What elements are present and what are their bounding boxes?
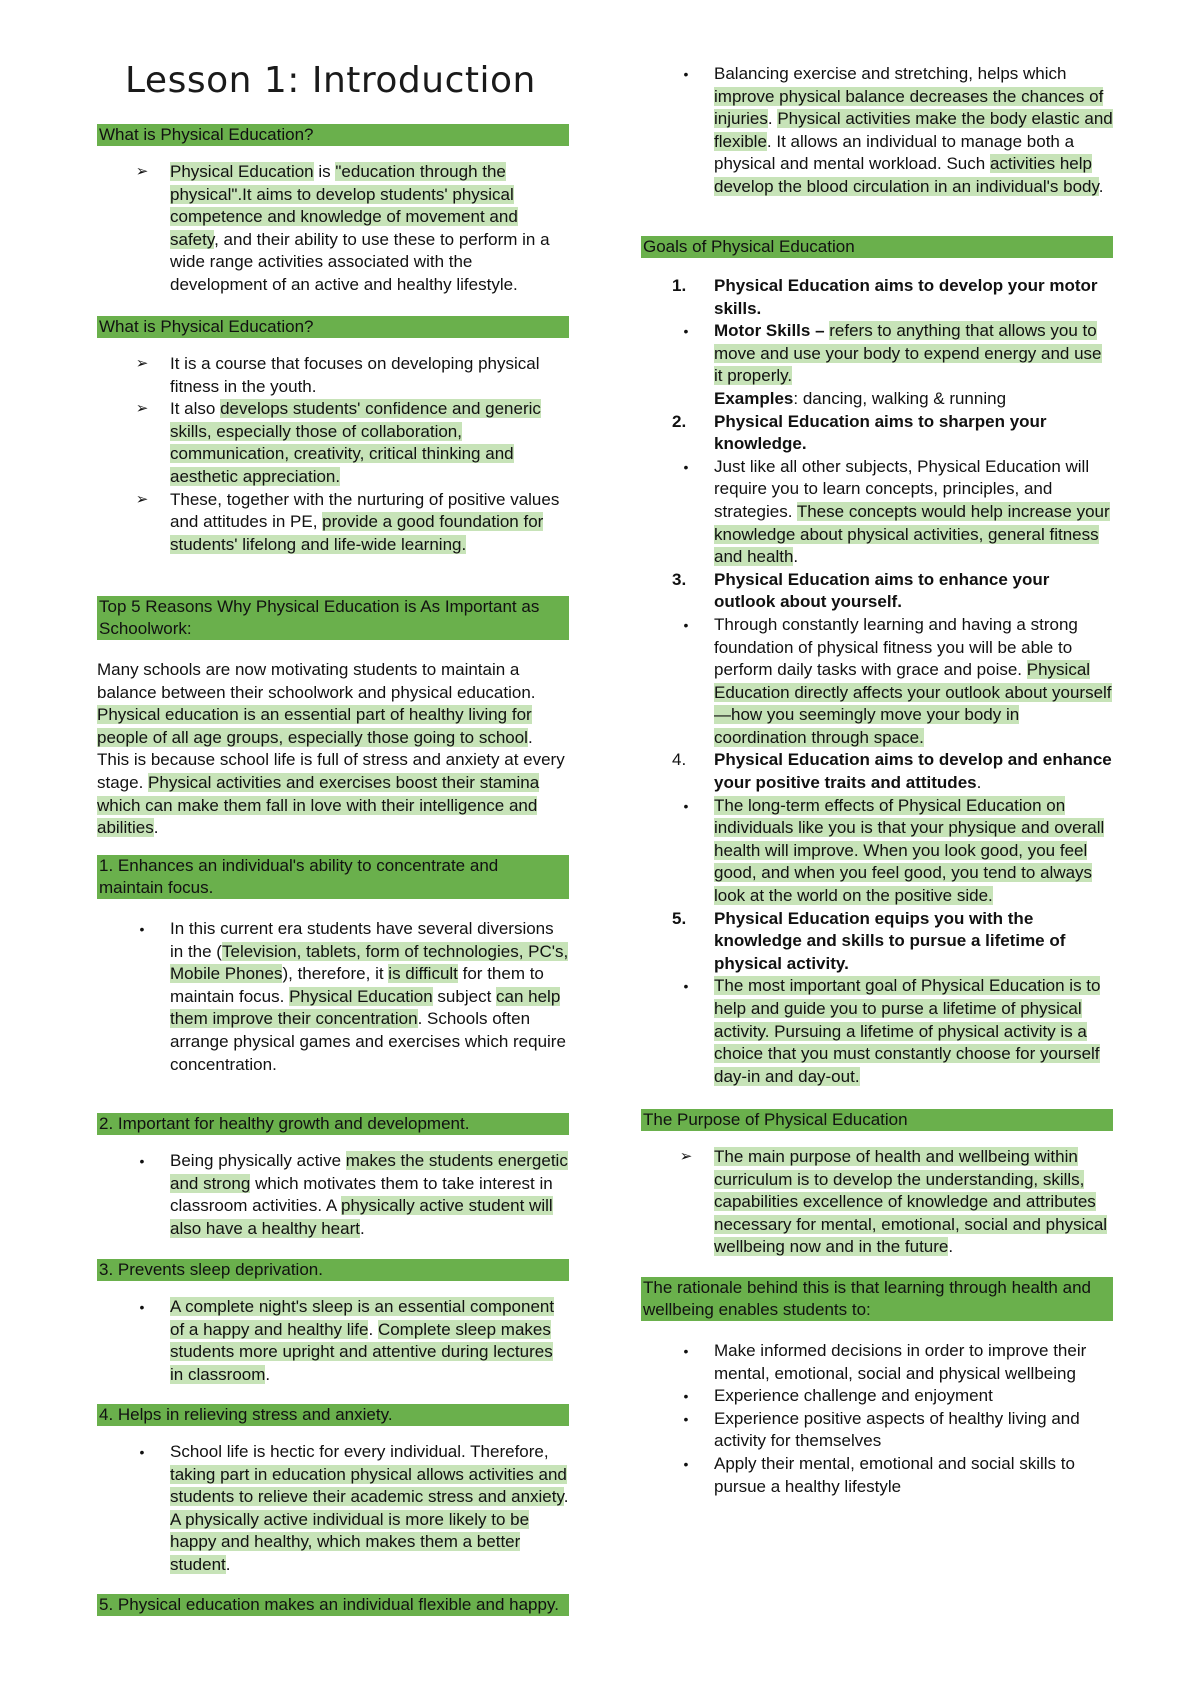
- section-heading: 2. Important for healthy growth and development.: [97, 1113, 569, 1135]
- bullet-icon: •: [683, 978, 689, 995]
- pe-points-list: [135, 353, 570, 556]
- list-item: • Make informed decisions in order to improve their mental, emotional, social and physical wellbeing: [714, 1340, 1114, 1385]
- goal-item: 2. Physical Education aims to sharpen your knowledge.: [672, 411, 1047, 454]
- list-item: ➢ These, together with the nurturing of positive values and attitudes in PE, provide a good foundation for students' lifelong and life-wide learning.: [170, 489, 570, 557]
- section-heading: 1. Enhances an individual's ability to concentrate and maintain focus.: [97, 855, 569, 899]
- list-item: • Through constantly learning and having a strong foundation of physical fitness you will be able to perform daily tasks with grace and poise. Physical Education directly affects your outlook about yourself—how you seemingly move your body in coordination through space.: [714, 614, 1114, 750]
- goal-number: 1.: [672, 276, 687, 295]
- section-heading: The rationale behind this is that learning through health and wellbeing enables students to:: [641, 1277, 1113, 1321]
- list-item: ➢ It also develops students' confidence and generic skills, especially those of collaboration, communication, creativity, critical thinking and aesthetic appreciation.: [170, 398, 570, 488]
- intro-paragraph: Many schools are now motivating students to maintain a balance between their schoolwork and physical education. Physical education is an essential part of healthy living for people of all age groups, especially those going to school. This is because school life is full of stress and anxiety at every stage. Physical activities and exercises boost their stamina which can make them fall in love with their intelligence and abilities.: [97, 660, 565, 838]
- section-heading: The Purpose of Physical Education: [641, 1109, 1113, 1131]
- arrow-bullet-icon: ➢: [135, 355, 149, 372]
- section-heading: Top 5 Reasons Why Physical Education is As Important as Schoolwork:: [97, 596, 569, 640]
- bullet-icon: •: [139, 1153, 145, 1169]
- reason-2-list: [139, 1150, 570, 1240]
- goal-item: 5. Physical Education equips you with the knowledge and skills to pursue a lifetime of physical activity.: [672, 908, 1066, 973]
- bullet-icon: •: [139, 921, 145, 937]
- section-heading: What is Physical Education?: [97, 316, 569, 338]
- reason-3-list: [139, 1296, 570, 1386]
- goal-number: 5.: [672, 908, 687, 928]
- balance-list: [683, 63, 1114, 199]
- list-item: • In this current era students have several diversions in the (Television, tablets, form of technologies, PC's, Mobile Phones), therefore, it is difficult for them to maintain focus. Physical Education subject can help them improve their concentration. Schools often arrange physical games and exercises which require concentration.: [170, 918, 570, 1076]
- list-item: ➢ Physical Education is "education through the physical".It aims to develop students' physical competence and knowledge of movement and safety, and their ability to use these to perform in a wide range activities associated with the development of an active and healthy lifestyle.: [170, 161, 570, 297]
- arrow-bullet-icon: ➢: [135, 490, 149, 508]
- list-item: • The most important goal of Physical Education is to help and guide you to purse a lifetime of physical activity. Pursuing a lifetime of physical activity is a choice that you must constantly choose for yourself day-in and day-out.: [714, 975, 1114, 1088]
- list-item: • Apply their mental, emotional and social skills to pursue a healthy lifestyle: [714, 1453, 1114, 1498]
- bullet-icon: •: [683, 1343, 689, 1359]
- goal-number: 2.: [672, 411, 687, 431]
- goal-number: 3.: [672, 569, 687, 589]
- bullet-icon: •: [683, 1388, 689, 1405]
- goal-item: 1. Physical Education aims to develop your motor skills.: [672, 276, 1098, 318]
- rationale-list: [683, 1340, 1114, 1498]
- goal-item: 4. Physical Education aims to develop and enhance your positive traits and attitudes.: [672, 750, 1112, 793]
- list-item: • A complete night's sleep is an essential component of a happy and healthy life. Complete sleep makes students more upright and attentive during lectures in classroom.: [170, 1296, 570, 1386]
- list-item: • Experience positive aspects of healthy living and activity for themselves: [714, 1408, 1114, 1453]
- reason-4-list: [139, 1441, 570, 1577]
- list-item: ➢ It is a course that focuses on developing physical fitness in the youth.: [170, 353, 570, 398]
- arrow-bullet-icon: ➢: [135, 163, 149, 180]
- reason-1-list: [139, 918, 570, 1076]
- list-item: • School life is hectic for every individual. Therefore, taking part in education physical allows activities and students to relieve their academic stress and anxiety. A physically active individual is more likely to be happy and healthy, which makes them a better student.: [170, 1441, 570, 1577]
- list-item: • Balancing exercise and stretching, helps which improve physical balance decreases the chances of injuries. Physical activities make the body elastic and flexible. It allows an individual to manage both a physical and mental workload. Such activities help develop the blood circulation in an individual's body.: [714, 63, 1114, 199]
- list-item: • Motor Skills – refers to anything that allows you to move and use your body to expend energy and use it properly. Examples: dancing, walking & running: [714, 320, 1114, 410]
- bullet-icon: •: [683, 1410, 689, 1427]
- section-heading: Goals of Physical Education: [641, 236, 1113, 258]
- goal-item: 3. Physical Education aims to enhance your outlook about yourself.: [672, 569, 1050, 612]
- arrow-bullet-icon: ➢: [679, 1148, 693, 1165]
- bullet-icon: •: [139, 1299, 145, 1315]
- bullet-icon: •: [683, 797, 689, 814]
- bullet-icon: •: [683, 1455, 689, 1472]
- section-heading: 5. Physical education makes an individual flexible and happy.: [97, 1594, 569, 1616]
- bullet-icon: •: [683, 323, 689, 340]
- goals-list: [672, 275, 1114, 1088]
- list-item: • The long-term effects of Physical Education on individuals like you is that your physique and overall health will improve. When you look good, you feel good, and when you feel good, you tend to always look at the world on the positive side.: [714, 795, 1114, 908]
- page-title: Lesson 1: Introduction: [125, 60, 536, 101]
- bullet-icon: •: [683, 616, 689, 633]
- bullet-icon: •: [683, 458, 689, 475]
- list-item: ➢ The main purpose of health and wellbeing within curriculum is to develop the understanding, skills, capabilities excellence of knowledge and attributes necessary for mental, emotional, social and physical wellbeing now and in the future.: [714, 1146, 1114, 1259]
- definition-list: [135, 161, 570, 297]
- list-item: • Being physically active makes the students energetic and strong which motivates them to take interest in classroom activities. A physically active student will also have a healthy heart.: [170, 1150, 570, 1240]
- section-heading: 4. Helps in relieving stress and anxiety.: [97, 1404, 569, 1426]
- section-heading: 3. Prevents sleep deprivation.: [97, 1259, 569, 1281]
- purpose-list: [679, 1146, 1114, 1259]
- list-item: • Experience challenge and enjoyment: [714, 1385, 1114, 1408]
- bullet-icon: •: [683, 66, 689, 82]
- goal-number: 4.: [672, 750, 687, 770]
- section-heading: What is Physical Education?: [97, 124, 569, 146]
- bullet-icon: •: [139, 1444, 145, 1460]
- list-item: • Just like all other subjects, Physical Education will require you to learn concepts, principles, and strategies. These concepts would help increase your knowledge about physical activities, general fitness and health.: [714, 456, 1114, 569]
- arrow-bullet-icon: ➢: [135, 400, 149, 418]
